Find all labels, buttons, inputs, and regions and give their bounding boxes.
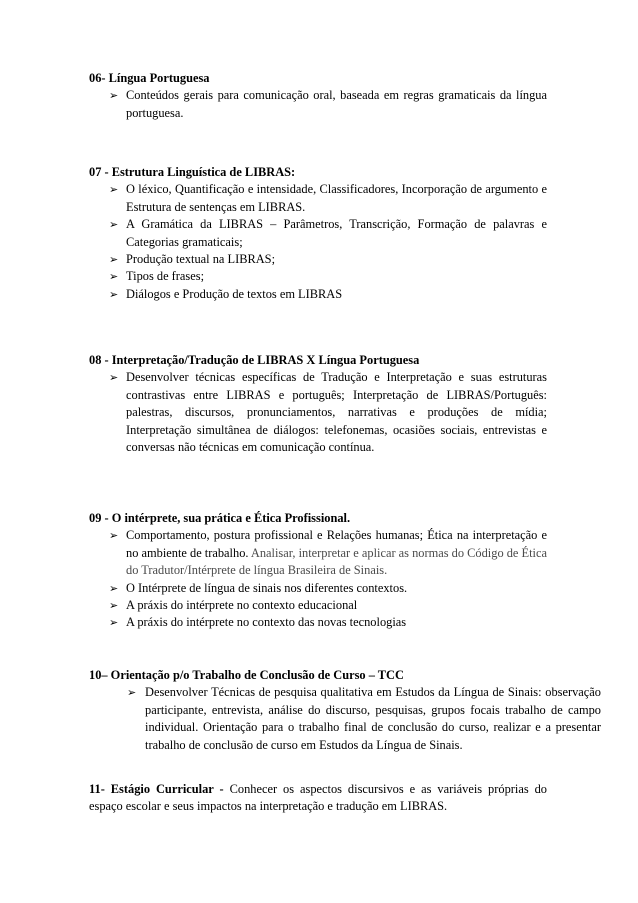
arrow-bullet-icon: ➢ [109, 89, 119, 103]
section-08 [89, 352, 547, 456]
arrow-bullet-icon: ➢ [109, 599, 119, 613]
section-06 [89, 70, 547, 122]
section-heading: 08 - Interpretação/Tradução de LIBRAS X Língua Portuguesa [89, 353, 420, 367]
section-heading: 06- Língua Portuguesa [89, 71, 210, 85]
arrow-bullet-icon: ➢ [127, 686, 137, 700]
bullet-list [89, 87, 547, 122]
list-item: ➢ Tipos de frases; [89, 268, 547, 285]
arrow-bullet-icon: ➢ [109, 529, 119, 543]
list-item: ➢ O Intérprete de língua de sinais nos diferentes contextos. [89, 580, 547, 597]
list-item: ➢ A práxis do intérprete no contexto das novas tecnologias [89, 614, 547, 631]
section-11 [89, 781, 547, 816]
arrow-bullet-icon: ➢ [109, 287, 119, 301]
section-paragraph: 11- Estágio Curricular - Conhecer os aspectos discursivos e as variáveis próprias do espaço escolar e seus impactos na interpretação e tradução em LIBRAS. [89, 782, 547, 814]
arrow-bullet-icon: ➢ [109, 183, 119, 197]
section-heading: 10– Orientação p/o Trabalho de Conclusão de Curso – TCC [89, 668, 404, 682]
section-10 [89, 667, 601, 754]
section-07 [89, 164, 547, 303]
arrow-bullet-icon: ➢ [109, 270, 119, 284]
arrow-bullet-icon: ➢ [109, 581, 119, 595]
bullet-list [89, 684, 601, 754]
list-item: ➢ Desenvolver técnicas específicas de Tradução e Interpretação e suas estruturas contrastivas entre LIBRAS e português; Interpretação de LIBRAS/Português: palestras, discursos, pronunciamentos, narrativas e produções de mídia; Interpretação simultânea de diálogos: telefonemas, ocasiões sociais, entrevistas e conversas não técnicas em comunicação contínua. [109, 370, 547, 455]
bullet-list [89, 527, 547, 631]
arrow-bullet-icon: ➢ [109, 371, 119, 385]
list-item: ➢ Conteúdos gerais para comunicação oral, baseada em regras gramaticais da língua portuguesa. [109, 88, 547, 120]
arrow-bullet-icon: ➢ [109, 253, 119, 267]
list-item: ➢ Diálogos e Produção de textos em LIBRAS [89, 286, 547, 303]
list-item: ➢ A Gramática da LIBRAS – Parâmetros, Transcrição, Formação de palavras e Categorias gramaticais; [109, 217, 547, 249]
bullet-list [89, 369, 547, 456]
list-item: ➢ Desenvolver Técnicas de pesquisa qualitativa em Estudos da Língua de Sinais: observação participante, entrevista, análise do discurso, pesquisas, grupos focais trabalho de campo individual. Orientação para o trabalho final de conclusão do curso, realizar e a presentar trabalho de conclusão de curso em Estudos da Língua de Sinais. [127, 685, 601, 752]
section-09 [89, 510, 547, 632]
list-item: ➢ O léxico, Quantificação e intensidade, Classificadores, Incorporação de argumento e Estrutura de sentenças em LIBRAS. [109, 182, 547, 214]
list-item: ➢ Comportamento, postura profissional e Relações humanas; Ética na interpretação e no ambiente de trabalho. Analisar, interpretar e aplicar as normas do Código de Ética do Tradutor/Intérprete de língua Brasileira de Sinais. [109, 528, 547, 578]
arrow-bullet-icon: ➢ [109, 218, 119, 232]
arrow-bullet-icon: ➢ [109, 616, 119, 630]
section-heading: 11- Estágio Curricular - [89, 782, 224, 796]
muted-text: Analisar, interpretar e aplicar as normas do Código de Ética do Tradutor/Intérprete de língua Brasileira de Sinais. [126, 545, 547, 578]
bullet-list [89, 181, 547, 303]
section-heading: 09 - O intérprete, sua prática e Ética Profissional. [89, 511, 351, 525]
section-heading: 07 - Estrutura Linguística de LIBRAS: [89, 165, 296, 179]
list-item: ➢ Produção textual na LIBRAS; [89, 251, 547, 268]
list-item: ➢ A práxis do intérprete no contexto educacional [89, 597, 547, 614]
